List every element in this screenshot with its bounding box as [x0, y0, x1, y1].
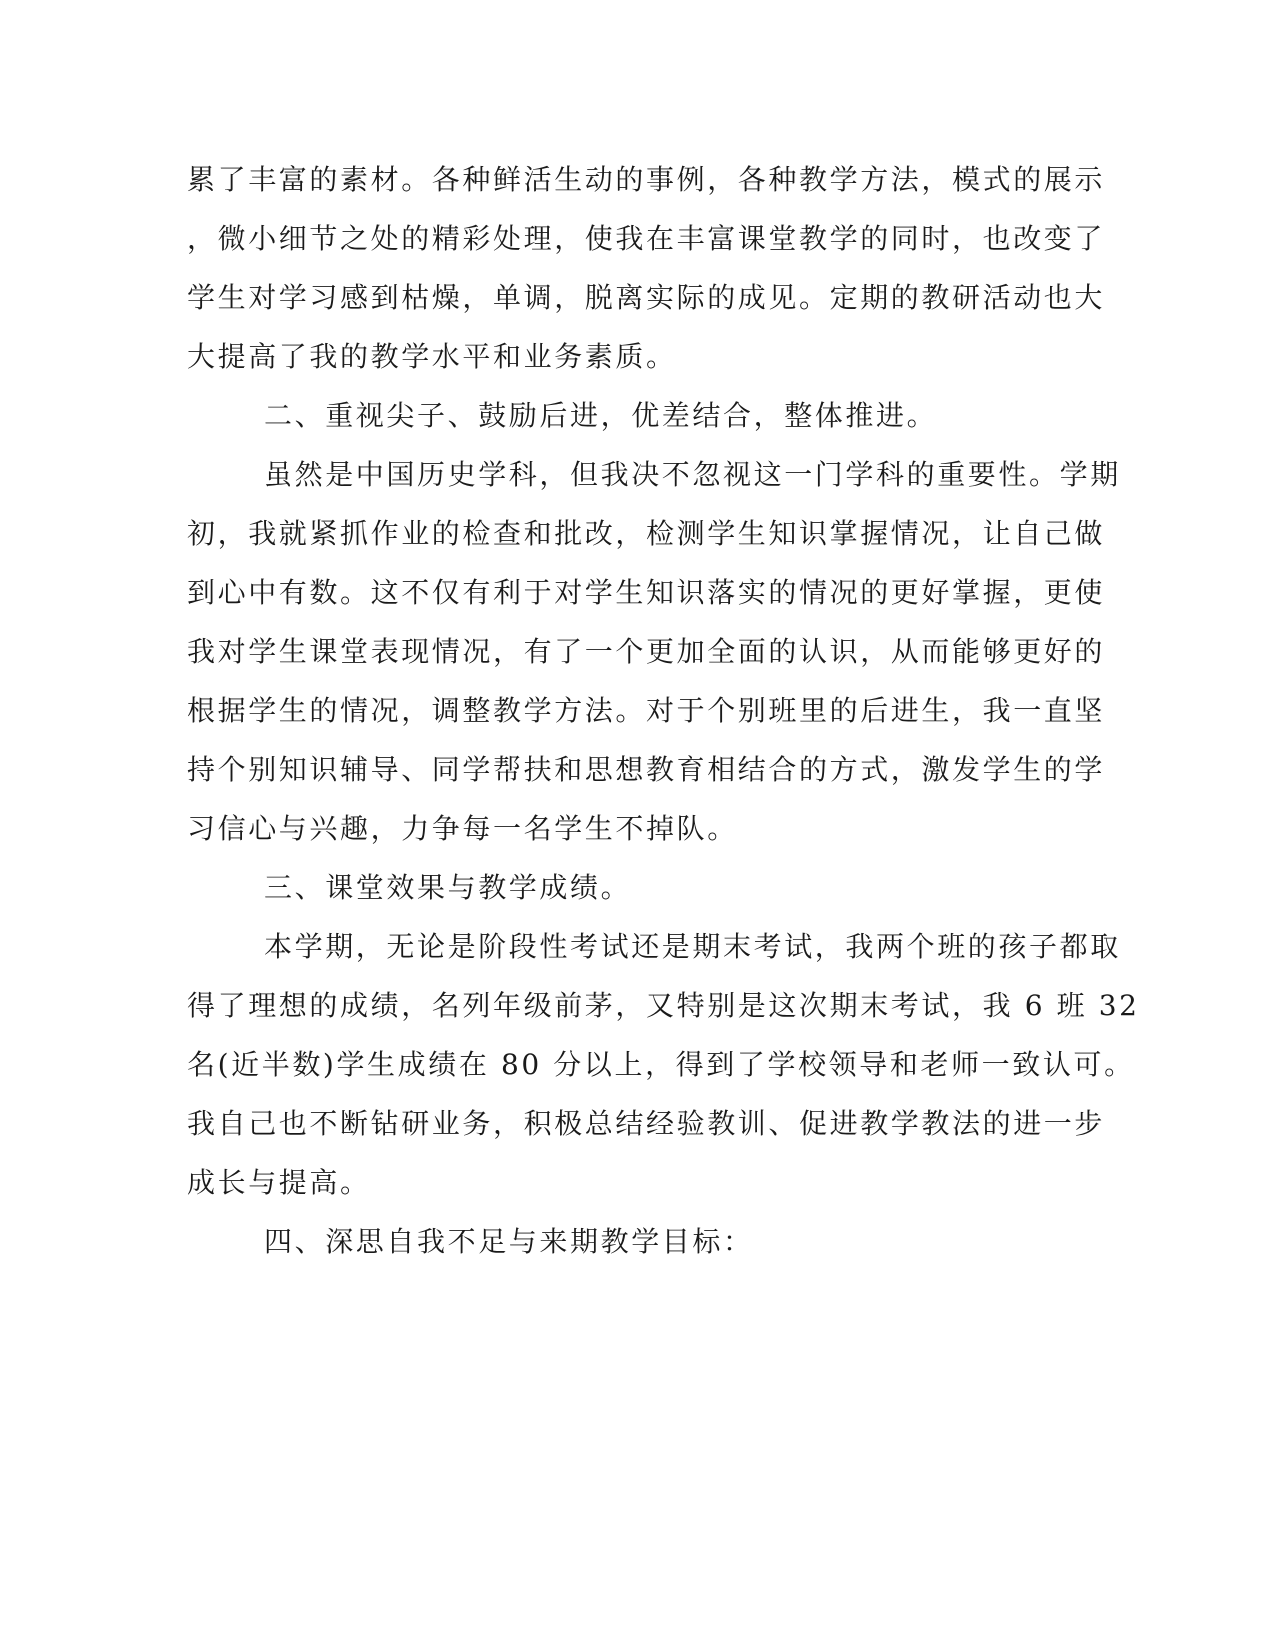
text-line: 得了理想的成绩，名列年级前茅，又特别是这次期末考试，我 6 班 32 — [187, 989, 1140, 1022]
text-line: 累了丰富的素材。各种鲜活生动的事例，各种教学方法，模式的展示 — [187, 163, 1106, 196]
section-heading: 三、课堂效果与教学成绩。 — [264, 871, 632, 904]
text-line: 学生对学习感到枯燥，单调，脱离实际的成见。定期的教研活动也大 — [187, 281, 1106, 314]
text-line: 到心中有数。这不仅有利于对学生知识落实的情况的更好掌握，更使 — [187, 576, 1106, 609]
text-line: 我自己也不断钻研业务，积极总结经验教训、促进教学教法的进一步 — [187, 1107, 1106, 1140]
text-line: 初，我就紧抓作业的检查和批改，检测学生知识掌握情况，让自己做 — [187, 517, 1106, 550]
text-line: 名(近半数)学生成绩在 80 分以上，得到了学校领导和老师一致认可。 — [187, 1048, 1135, 1081]
text-line: 持个别知识辅导、同学帮扶和思想教育相结合的方式，激发学生的学 — [187, 753, 1106, 786]
text-line: 成长与提高。 — [187, 1166, 371, 1199]
text-line: 大提高了我的教学水平和业务素质。 — [187, 340, 677, 373]
text-line: 我对学生课堂表现情况，有了一个更加全面的认识，从而能够更好的 — [187, 635, 1106, 668]
section-heading: 二、重视尖子、鼓励后进，优差结合，整体推进。 — [264, 399, 938, 432]
text-line: 虽然是中国历史学科，但我决不忽视这一门学科的重要性。学期 — [264, 458, 1121, 491]
text-line: 本学期，无论是阶段性考试还是期末考试，我两个班的孩子都取 — [264, 930, 1121, 963]
text-line: ，微小细节之处的精彩处理，使我在丰富课堂教学的同时，也改变了 — [187, 222, 1106, 255]
text-line: 根据学生的情况，调整教学方法。对于个别班里的后进生，我一直坚 — [187, 694, 1106, 727]
section-heading: 四、深思自我不足与来期教学目标： — [264, 1225, 754, 1258]
text-line: 习信心与兴趣，力争每一名学生不掉队。 — [187, 812, 738, 845]
